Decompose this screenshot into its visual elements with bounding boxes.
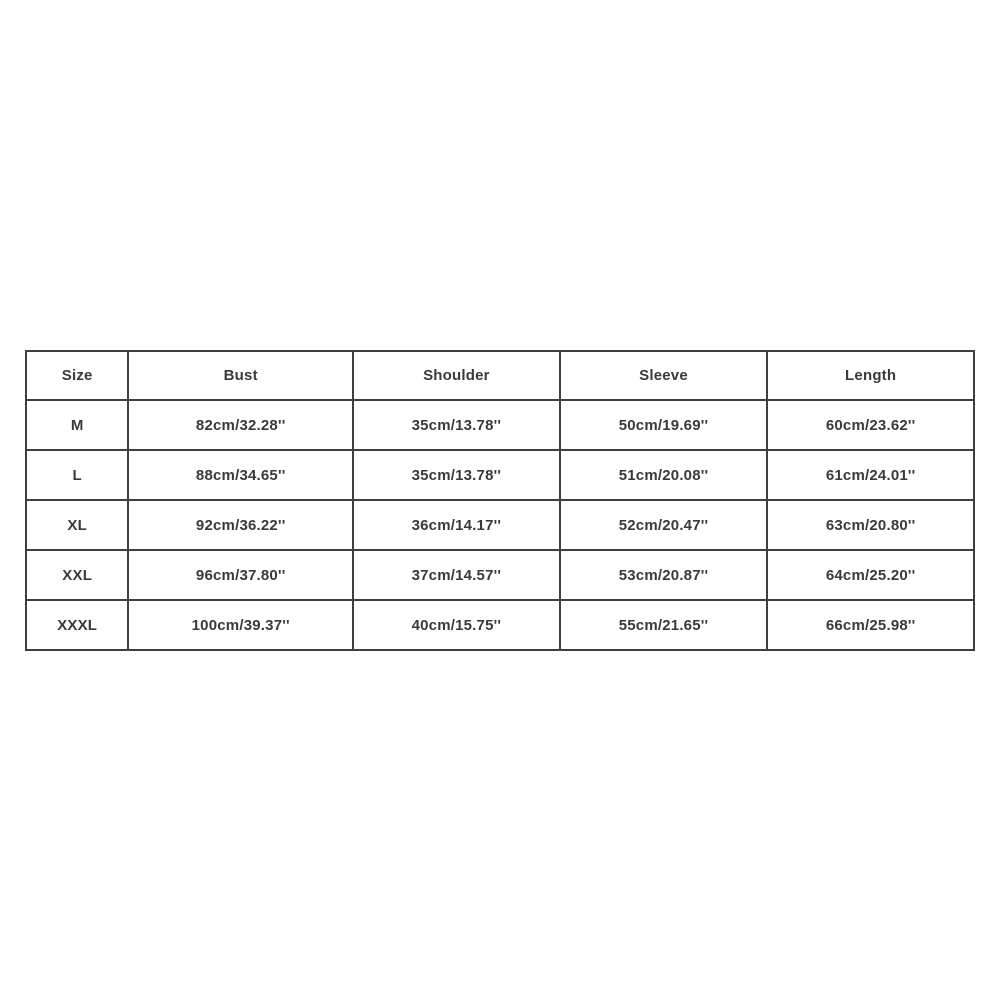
bust-value: 100cm/39.37'' bbox=[128, 600, 353, 650]
shoulder-value: 36cm/14.17'' bbox=[353, 500, 560, 550]
shoulder-value: 37cm/14.57'' bbox=[353, 550, 560, 600]
table-row-m bbox=[26, 400, 974, 450]
shoulder-value: 35cm/13.78'' bbox=[353, 450, 560, 500]
column-header-shoulder: Shoulder bbox=[353, 351, 560, 400]
shoulder-value: 35cm/13.78'' bbox=[353, 400, 560, 450]
column-header-bust: Bust bbox=[128, 351, 353, 400]
size-label: M bbox=[26, 400, 128, 450]
column-header-length: Length bbox=[767, 351, 974, 400]
size-label: L bbox=[26, 450, 128, 500]
bust-value: 88cm/34.65'' bbox=[128, 450, 353, 500]
shoulder-value: 40cm/15.75'' bbox=[353, 600, 560, 650]
sleeve-value: 55cm/21.65'' bbox=[560, 600, 768, 650]
length-value: 66cm/25.98'' bbox=[767, 600, 974, 650]
sleeve-value: 50cm/19.69'' bbox=[560, 400, 768, 450]
header-row bbox=[26, 351, 974, 400]
length-value: 64cm/25.20'' bbox=[767, 550, 974, 600]
size-label: XL bbox=[26, 500, 128, 550]
size-label: XXXL bbox=[26, 600, 128, 650]
size-chart-table bbox=[25, 350, 975, 651]
length-value: 60cm/23.62'' bbox=[767, 400, 974, 450]
size-label: XXL bbox=[26, 550, 128, 600]
table-row-l bbox=[26, 450, 974, 500]
column-header-size: Size bbox=[26, 351, 128, 400]
column-header-sleeve: Sleeve bbox=[560, 351, 768, 400]
table-row-xxl bbox=[26, 550, 974, 600]
length-value: 63cm/20.80'' bbox=[767, 500, 974, 550]
bust-value: 96cm/37.80'' bbox=[128, 550, 353, 600]
sleeve-value: 52cm/20.47'' bbox=[560, 500, 768, 550]
bust-value: 82cm/32.28'' bbox=[128, 400, 353, 450]
bust-value: 92cm/36.22'' bbox=[128, 500, 353, 550]
sleeve-value: 51cm/20.08'' bbox=[560, 450, 768, 500]
sleeve-value: 53cm/20.87'' bbox=[560, 550, 768, 600]
length-value: 61cm/24.01'' bbox=[767, 450, 974, 500]
table-row-xxxl bbox=[26, 600, 974, 650]
table-row-xl bbox=[26, 500, 974, 550]
